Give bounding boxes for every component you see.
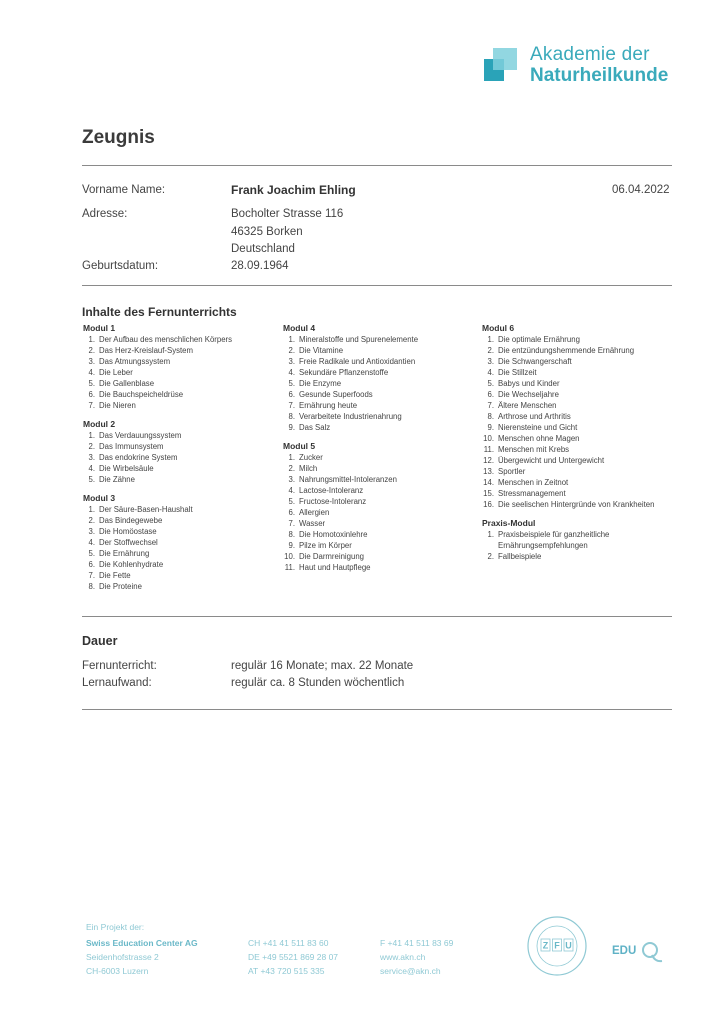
module-title: Modul 5 [283, 441, 316, 451]
module-item-label: Die Kohlenhydrate [99, 560, 164, 569]
module-item-label: Die Darmreinigung [299, 552, 365, 561]
module-title: Modul 3 [83, 493, 116, 503]
module-item-label: Die Zähne [99, 475, 135, 484]
fax: F +41 41 511 83 69 [380, 938, 454, 948]
module-item: 1. Die optimale Ernährung [487, 335, 580, 344]
contents-column-3 [482, 323, 682, 562]
module-item-label: Haut und Hautpflege [299, 563, 371, 572]
organization-name: Swiss Education Center AG [86, 938, 198, 948]
module-item: 14. Menschen in Zeitnot [483, 478, 569, 487]
divider [82, 616, 672, 617]
module-item: 2. Fallbeispiele [487, 552, 542, 561]
module-item: 1. Praxisbeispiele für ganzheitliche Ernährungsempfehlungen [487, 530, 610, 550]
footer-contact [380, 936, 453, 978]
module-title: Modul 6 [482, 323, 515, 333]
module-item-label: Die Homöostase [99, 527, 157, 536]
phone-ch: CH +41 41 511 83 60 [248, 938, 329, 948]
module-title: Modul 2 [83, 419, 116, 429]
module-item: 4. Der Stoffwechsel [88, 538, 158, 547]
module-item-list [283, 452, 483, 573]
module-item: 3. Die Homöostase [88, 527, 157, 536]
module-item-label: Die Nieren [99, 401, 136, 410]
module-item-label: Die Bauchspeicheldrüse [99, 390, 184, 399]
module-item-label: Der Säure-Basen-Haushalt [99, 505, 193, 514]
module-item: 1. Zucker [288, 453, 323, 462]
module-item-label: Fructose-Intoleranz [299, 497, 367, 506]
footer-organization [86, 920, 198, 978]
module-item-label: Die optimale Ernährung [498, 335, 580, 344]
module-item: 2. Die Vitamine [288, 346, 344, 355]
module-item-label: Mineralstoffe und Spurenelemente [299, 335, 419, 344]
footer-phones [248, 936, 338, 978]
module-item-label: Ältere Menschen [498, 401, 557, 410]
email-link[interactable]: service@akn.ch [380, 966, 441, 976]
phone-de: DE +49 5521 869 28 07 [248, 952, 339, 962]
module-item: 5. Fructose-Intoleranz [288, 497, 367, 506]
module-item-label: Sportler [498, 467, 526, 476]
website-link[interactable]: www.akn.ch [380, 952, 426, 962]
duration-value-2: regulär ca. 8 Stunden wöchentlich [231, 677, 405, 689]
module-item: 5. Die Zähne [88, 475, 135, 484]
module-item: 1. Das Verdauungssystem [88, 431, 182, 440]
divider [82, 709, 672, 710]
module-item-label: Die Fette [99, 571, 131, 580]
module-item-label: Das Immunsystem [99, 442, 164, 451]
module-item: 9. Pilze im Körper [288, 541, 352, 550]
module-item-label: Die entzündungshemmende Ernährung [498, 346, 635, 355]
module-item-label: Die Homotoxinlehre [299, 530, 368, 539]
module-item: 6. Die Wechseljahre [487, 390, 559, 399]
duration-value-1: regulär 16 Monate; max. 22 Monate [231, 660, 414, 672]
module-item-label: Menschen mit Krebs [498, 445, 570, 454]
contents-column-1 [83, 323, 283, 592]
org-street: Seidenhofstrasse 2 [86, 952, 159, 962]
module-item: 3. Nahrungsmittel-Intoleranzen [288, 475, 397, 484]
zfu-letter-f: F [554, 940, 560, 951]
module-item-list [83, 334, 283, 411]
module-item-label: Übergewicht und Untergewicht [498, 456, 605, 465]
address-line-1: Bocholter Strasse 116 [231, 208, 344, 220]
module-item-label: Stressmanagement [498, 489, 566, 498]
module-item: 5. Babys und Kinder [487, 379, 560, 388]
module-item-label: Die Leber [99, 368, 133, 377]
module-item: 13. Sportler [483, 467, 526, 476]
brand-line-2: Naturheilkunde [530, 65, 669, 86]
module-item: 12. Übergewicht und Untergewicht [483, 456, 605, 465]
module-item-label: Das endokrine System [99, 453, 178, 462]
module-item-label: Zucker [299, 453, 323, 462]
module-item-label: Der Stoffwechsel [99, 538, 158, 547]
module-item-label: Die Stillzeit [498, 368, 537, 377]
module-item: 2. Die entzündungshemmende Ernährung [487, 346, 635, 355]
module-item: 6. Gesunde Superfoods [288, 390, 373, 399]
module-item: 3. Das endokrine System [88, 453, 178, 462]
address-line-3: Deutschland [231, 243, 295, 255]
module-item-label: Ernährung heute [299, 401, 358, 410]
module-title: Modul 1 [83, 323, 116, 333]
brand-logo [484, 44, 684, 90]
module-item: 10. Menschen ohne Magen [483, 434, 580, 443]
module-item-label: Sekundäre Pflanzenstoffe [299, 368, 389, 377]
module-item-label: Das Salz [299, 423, 331, 432]
module-item-list [482, 334, 682, 510]
module-item-label: Menschen in Zeitnot [498, 478, 569, 487]
module-item: 4. Die Stillzeit [487, 368, 537, 377]
module-item-label: Das Bindegewebe [99, 516, 163, 525]
module-item: 8. Verarbeitete Industrienahrung [288, 412, 402, 421]
eduqua-logo [612, 938, 678, 964]
module-item: 4. Die Wirbelsäule [88, 464, 154, 473]
eduqua-q-icon [643, 943, 657, 957]
module-item: 9. Nierensteine und Gicht [487, 423, 578, 432]
module-item-label: Die Wirbelsäule [99, 464, 154, 473]
module-item: 6. Die Kohlenhydrate [88, 560, 164, 569]
certificate-date: 06.04.2022 [612, 184, 670, 196]
module-item-label: Die Proteine [99, 582, 142, 591]
module-item-label: Verarbeitete Industrienahrung [299, 412, 402, 421]
org-city: CH-6003 Luzern [86, 966, 149, 976]
module-item: 7. Wasser [288, 519, 326, 528]
module-item-label: Fallbeispiele [498, 552, 542, 561]
module-item: 8. Die Homotoxinlehre [288, 530, 368, 539]
module-item: 7. Die Nieren [88, 401, 136, 410]
divider [82, 165, 672, 166]
zfu-letter-u: U [565, 940, 572, 951]
zfu-letter-z: Z [542, 940, 549, 951]
module-item-list [83, 504, 283, 592]
module-item: 11. Haut und Hautpflege [284, 563, 371, 572]
module-item-list [83, 430, 283, 485]
name-label: Vorname Name: [82, 184, 166, 196]
phone-at: AT +43 720 515 335 [248, 966, 325, 976]
duration-label-2: Lernaufwand: [82, 677, 152, 689]
module-item-list [283, 334, 483, 433]
module-item: 5. Die Ernährung [88, 549, 150, 558]
module-item: 2. Das Immunsystem [88, 442, 164, 451]
module-item: 7. Ernährung heute [288, 401, 358, 410]
module-item-label: Die Wechseljahre [498, 390, 559, 399]
module-item: 7. Die Fette [88, 571, 131, 580]
module-item-label: Nahrungsmittel-Intoleranzen [299, 475, 397, 484]
module-title: Praxis-Modul [482, 518, 536, 528]
module-item: 3. Die Schwangerschaft [487, 357, 572, 366]
module-item-label: Wasser [299, 519, 326, 528]
module-item-label: Das Atmungssystem [99, 357, 171, 366]
module-item-label: Freie Radikale und Antioxidantien [299, 357, 416, 366]
module-item: 8. Arthrose und Arthritis [487, 412, 571, 421]
module-item-label: Menschen ohne Magen [498, 434, 580, 443]
module-item: 6. Die Bauchspeicheldrüse [88, 390, 184, 399]
module-item-label: Allergien [299, 508, 330, 517]
module-item: 1. Der Säure-Basen-Haushalt [88, 505, 193, 514]
divider [82, 285, 672, 286]
module-item-label: Nierensteine und Gicht [498, 423, 578, 432]
duration-heading: Dauer [82, 634, 118, 648]
module-item-label: Das Herz-Kreislauf-System [99, 346, 194, 355]
module-item-label: Milch [299, 464, 318, 473]
module-item: 10. Die Darmreinigung [284, 552, 365, 561]
module-item: 2. Das Herz-Kreislauf-System [88, 346, 194, 355]
module-item: 15. Stressmanagement [483, 489, 566, 498]
module-item: 11. Menschen mit Krebs [483, 445, 570, 454]
module-item-label: Der Aufbau des menschlichen Körpers [99, 335, 233, 344]
module-item: 6. Allergien [288, 508, 330, 517]
module-item: 4. Die Leber [88, 368, 133, 377]
module-item-label: Die Gallenblase [99, 379, 155, 388]
brand-line-1: Akademie der [530, 44, 650, 65]
module-item: 7. Ältere Menschen [487, 401, 557, 410]
address-label: Adresse: [82, 208, 128, 220]
module-item-label: Gesunde Superfoods [299, 390, 373, 399]
eduqua-text: EDU [612, 945, 637, 957]
module-item: 5. Die Enzyme [288, 379, 342, 388]
birth-date: 28.09.1964 [231, 260, 289, 272]
module-item-label: Die Schwangerschaft [498, 357, 572, 366]
module-item-label: Pilze im Körper [299, 541, 352, 550]
module-item: 8. Die Proteine [88, 582, 142, 591]
module-item: 5. Die Gallenblase [88, 379, 155, 388]
module-item: 4. Lactose-Intoleranz [288, 486, 364, 495]
birth-label: Geburtsdatum: [82, 260, 159, 272]
module-title: Modul 4 [283, 323, 316, 333]
duration-label-1: Fernunterricht: [82, 660, 157, 672]
module-item-label: Die Ernährung [99, 549, 150, 558]
module-item: 3. Das Atmungssystem [88, 357, 171, 366]
module-item-label: Praxisbeispiele für ganzheitliche Ernährungsempfehlungen [498, 530, 610, 550]
module-item-label: Das Verdauungssystem [99, 431, 182, 440]
module-item-label: Die seelischen Hintergründe von Krankheiten [498, 500, 655, 509]
logo-mark-overlay-icon [493, 48, 517, 70]
module-item: 2. Das Bindegewebe [88, 516, 163, 525]
module-item-label: Die Vitamine [299, 346, 344, 355]
contents-column-2 [283, 323, 483, 573]
contents-heading: Inhalte des Fernunterrichts [82, 305, 237, 319]
module-item-label: Lactose-Intoleranz [299, 486, 364, 495]
zfu-seal-icon [526, 915, 588, 977]
module-item: 9. Das Salz [288, 423, 331, 432]
page-title: Zeugnis [82, 127, 155, 148]
address-line-2: 46325 Borken [231, 226, 303, 238]
module-item: 3. Freie Radikale und Antioxidantien [288, 357, 416, 366]
project-label: Ein Projekt der: [86, 922, 145, 932]
module-item: 1. Der Aufbau des menschlichen Körpers [88, 335, 233, 344]
module-item: 16. Die seelischen Hintergründe von Krankheiten [483, 500, 655, 509]
module-item: 1. Mineralstoffe und Spurenelemente [288, 335, 419, 344]
module-item: 4. Sekundäre Pflanzenstoffe [288, 368, 389, 377]
module-item-label: Arthrose und Arthritis [498, 412, 571, 421]
module-item-list [482, 529, 682, 562]
module-item-label: Die Enzyme [299, 379, 342, 388]
module-item-label: Babys und Kinder [498, 379, 560, 388]
person-name: Frank Joachim Ehling [231, 183, 356, 197]
module-item: 2. Milch [288, 464, 318, 473]
